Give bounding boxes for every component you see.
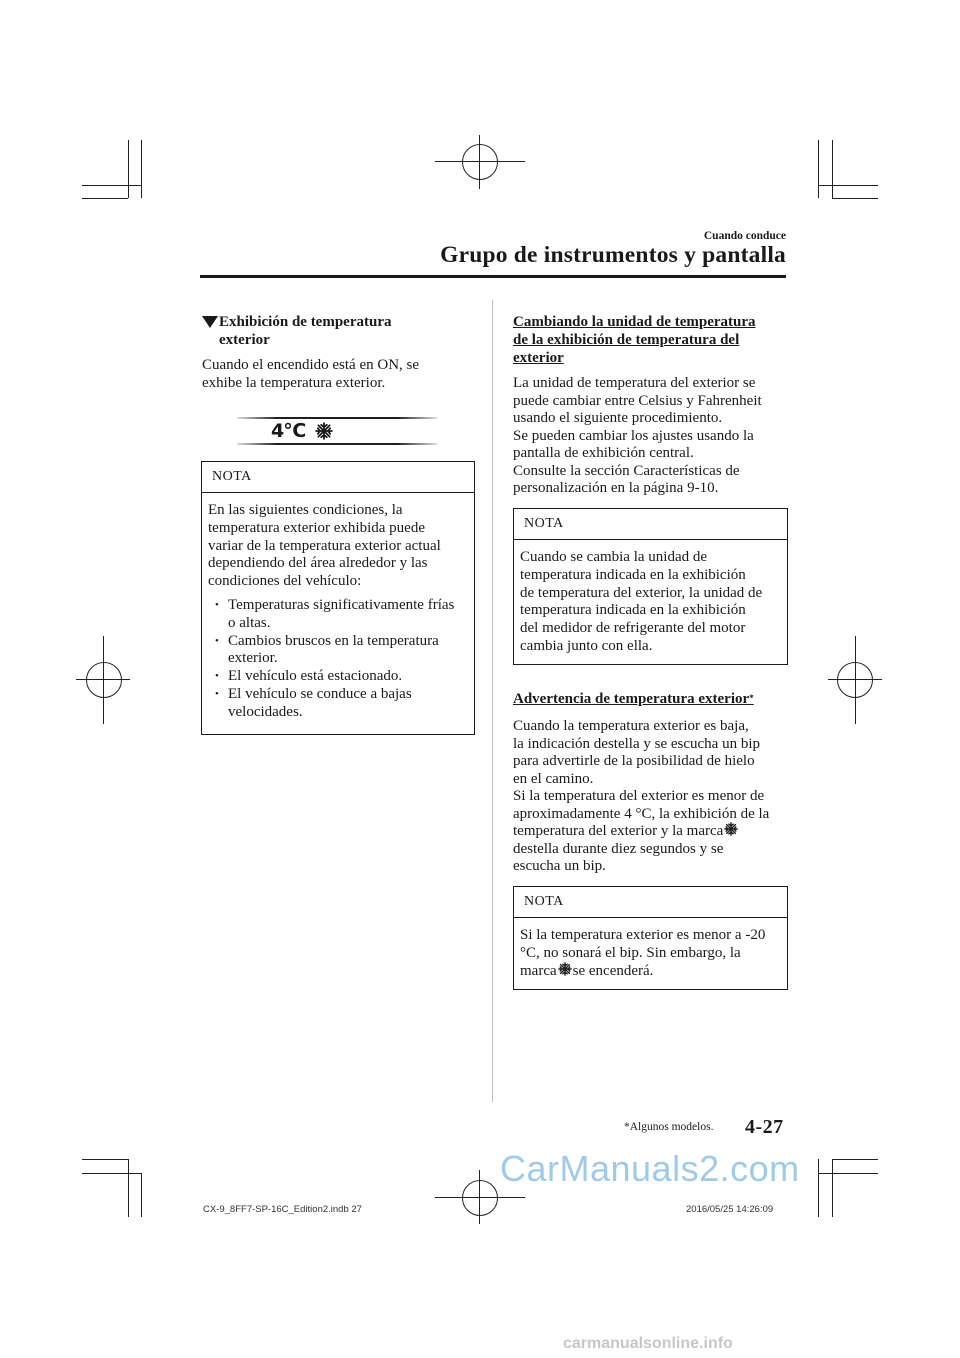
section-label: Cuando conduce (703, 230, 786, 242)
watermark-bottom: carmanualsonline.info (563, 1335, 733, 1352)
heading-line: de la exhibición de temperatura del (513, 332, 740, 348)
note-line: Cuando se cambia la unidad de (520, 549, 708, 565)
file-info: CX-9_8FF7-SP-16C_Edition2.indb 27 (203, 1204, 362, 1215)
text-line: la indicación destella y se escucha un bip (513, 735, 760, 752)
note-line: del medidor de refrigerante del motor (520, 620, 746, 637)
section-heading (202, 313, 472, 349)
intro-line: Cuando el encendido está en ON, se (202, 357, 420, 373)
note-body (514, 540, 787, 664)
snowflake-icon (558, 962, 572, 976)
header-rule (200, 275, 786, 278)
column-divider (492, 300, 493, 1102)
unit-change-heading (513, 313, 756, 367)
triangle-bullet-icon (202, 316, 218, 328)
note-line: de temperatura del exterior, la unidad de (520, 584, 763, 601)
note-title: NOTA (202, 462, 474, 493)
bullet-line: exterior. (228, 650, 278, 667)
note-line: temperatura indicada en la exhibición (520, 566, 746, 583)
watermark-logo: CarManuals2.com (500, 1148, 800, 1189)
text-line: La unidad de temperatura del exterior se (513, 375, 756, 391)
text-fragment: temperatura del exterior y la marca (513, 823, 724, 839)
outside-temp-warning-heading (513, 690, 754, 708)
text-line: pantalla de exhibición central. (513, 445, 694, 461)
some-models-marker: * (749, 693, 754, 703)
note-box-left (201, 461, 475, 735)
intro-paragraph (202, 357, 482, 392)
intro-line: exhibe la temperatura exterior. (202, 374, 386, 391)
note-line: En las siguientes condiciones, la (208, 502, 403, 518)
bullet-line: • El vehículo se conduce a bajas (228, 685, 412, 702)
note-body (202, 493, 474, 730)
bullet-line: velocidades. (228, 703, 303, 720)
text-line: para advertirle de la posibilidad de hielo (513, 753, 755, 769)
text-line: en el camino. (513, 770, 594, 787)
display-bottom-line (237, 443, 437, 445)
text-line: usando el siguiente procedimiento. (513, 410, 723, 426)
note-title: NOTA (514, 887, 787, 918)
note-bullet (208, 597, 468, 633)
text-line: Se pueden cambiar los ajustes usando la (513, 427, 754, 444)
text-line (513, 823, 793, 841)
bullet-line: o altas. (228, 614, 271, 631)
temperature-display (237, 416, 437, 446)
section-heading-line1: Exhibición de temperatura (219, 314, 392, 330)
snowflake-icon (724, 822, 738, 836)
note-title: NOTA (514, 509, 787, 540)
bullet-line: • Temperaturas significativamente frías (228, 596, 455, 613)
text-line: personalización en la página 9-10. (513, 480, 719, 496)
note-line (520, 963, 781, 981)
footnote: *Algunos modelos. (624, 1121, 714, 1133)
text-line: puede cambiar entre Celsius y Fahrenheit (513, 392, 762, 409)
display-temperature-value: 4℃ (271, 420, 306, 442)
note-bullet (208, 686, 468, 722)
heading-line: Cambiando la unidad de temperatura (513, 314, 756, 330)
note-line: temperatura exterior exhibida puede (208, 519, 425, 536)
chapter-title: Grupo de instrumentos y pantalla (440, 242, 786, 268)
note-line: temperatura indicada en la exhibición (520, 602, 746, 619)
text-line: Si la temperatura del exterior es menor de (513, 788, 765, 804)
text-line: Consulte la sección Características de (513, 462, 740, 479)
note-line: condiciones del vehículo: (208, 573, 362, 590)
note-bullet (208, 668, 468, 686)
bullet-line: • El vehículo está estacionado. (228, 668, 403, 685)
text-line: Cuando la temperatura exterior es baja, (513, 718, 749, 734)
note-box-right-2 (513, 886, 788, 990)
text-line: escucha un bip. (513, 858, 606, 874)
snowflake-icon (315, 422, 333, 440)
display-top-line (237, 417, 437, 419)
page-number: 4-27 (745, 1116, 784, 1138)
text-line: destella durante diez segundos y se (513, 840, 724, 857)
warning-paragraph (513, 718, 793, 876)
note-bullet-list (208, 597, 468, 722)
bullet-line: • Cambios bruscos en la temperatura (228, 632, 439, 649)
unit-change-paragraph (513, 375, 793, 498)
note-line: dependiendo del área alrededor y las (208, 555, 428, 572)
heading-line: exterior (513, 350, 564, 366)
text-fragment: marca (520, 962, 557, 979)
heading-text: Advertencia de temperatura exterior (513, 691, 750, 707)
note-line: variar de la temperatura exterior actual (208, 537, 441, 554)
print-timestamp: 2016/05/25 14:26:09 (686, 1204, 774, 1215)
note-body (514, 918, 787, 988)
section-heading-line2: exterior (219, 332, 270, 348)
note-line: °C, no sonará el bip. Sin embargo, la (520, 944, 741, 961)
text-fragment: se encenderá. (572, 962, 654, 979)
text-line: aproximadamente 4 °C, la exhibición de la (513, 805, 770, 822)
note-line: cambia junto con ella. (520, 637, 653, 654)
note-box-right-1 (513, 508, 788, 665)
note-line: Si la temperatura exterior es menor a -20 (520, 927, 766, 943)
note-bullet (208, 633, 468, 669)
